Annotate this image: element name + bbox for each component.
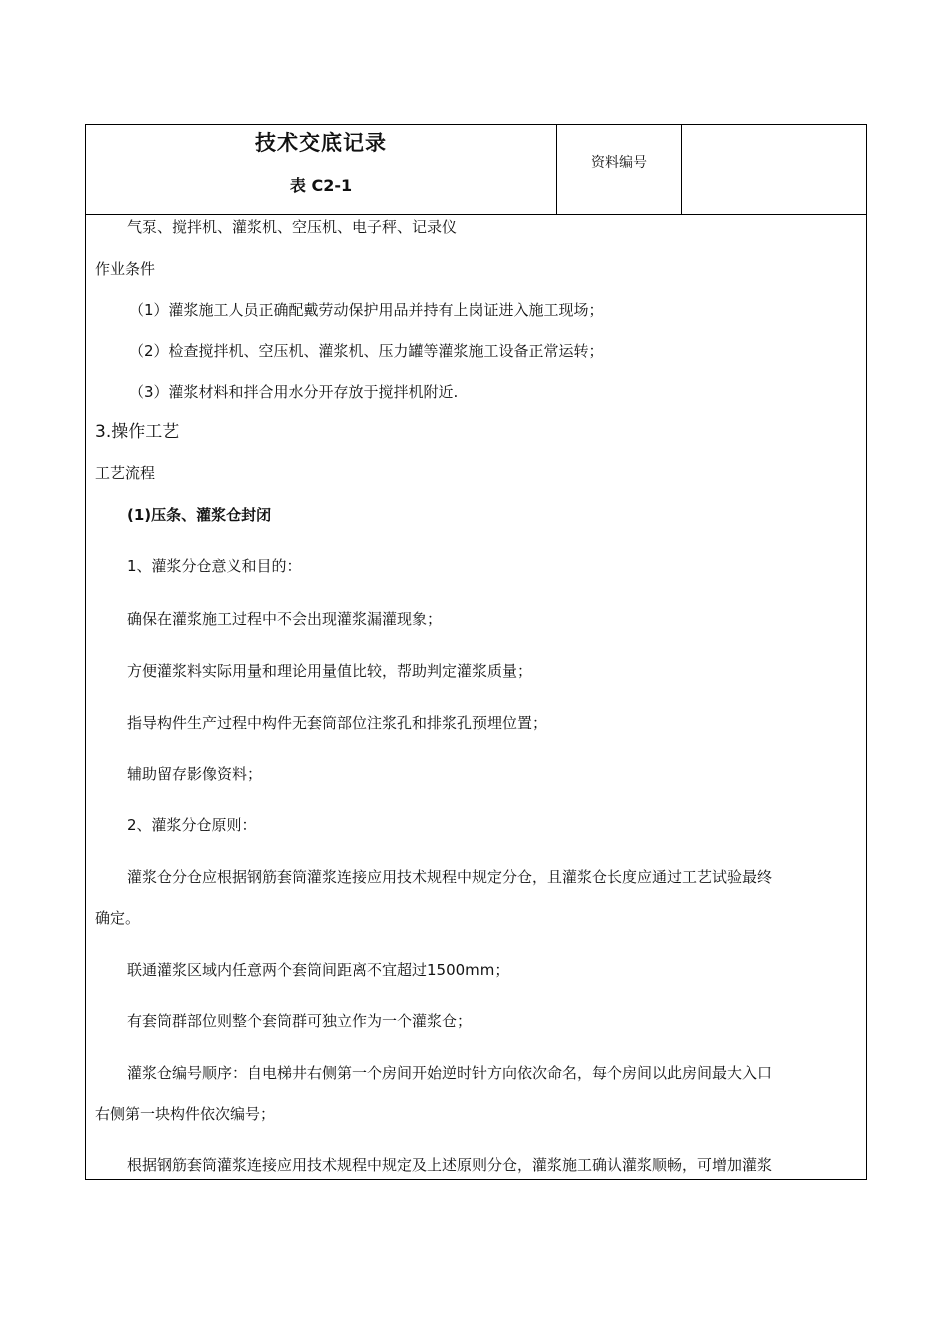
purpose-2: 方便灌浆料实际用量和理论用量值比较，帮助判定灌浆质量； [127, 662, 533, 680]
principle-1-line2: 确定。 [95, 909, 141, 927]
purpose-1: 确保在灌浆施工过程中不会出现灌浆漏灌现象； [127, 610, 443, 628]
work-condition-1: （1）灌浆施工人员正确配戴劳动保护用品并持有上岗证进入施工现场； [129, 301, 604, 319]
principle-5-line1: 根据钢筋套筒灌浆连接应用技术规程中规定及上述原则分仓，灌浆施工确认灌浆顺畅，可增加灌浆 [127, 1156, 773, 1174]
purpose-4: 辅助留存影像资料； [127, 765, 263, 783]
doc-number-label: 资料编号 [591, 155, 647, 171]
purpose-heading: 1、灌浆分仓意义和目的： [127, 557, 302, 575]
principle-2: 联通灌浆区域内任意两个套筒间距离不宜超过1500mm； [127, 961, 510, 979]
form-code: 表 C2-1 [289, 176, 353, 195]
process-heading: 工艺流程 [95, 464, 156, 482]
title-cell [86, 125, 557, 214]
document-title: 技术交底记录 [255, 131, 387, 155]
principle-1-line1: 灌浆仓分仓应根据钢筋套筒灌浆连接应用技术规程中规定分仓，且灌浆仓长度应通过工艺试验最终 [127, 868, 773, 886]
operation-heading: 3.操作工艺 [95, 422, 180, 442]
principle-3: 有套筒群部位则整个套筒群可独立作为一个灌浆仓； [127, 1012, 473, 1030]
equipment-line: 气泵、搅拌机、灌浆机、空压机、电子秤、记录仪 [127, 218, 458, 236]
purpose-3: 指导构件生产过程中构件无套筒部位注浆孔和排浆孔预埋位置； [127, 714, 548, 732]
principle-4-line1: 灌浆仓编号顺序：自电梯井右侧第一个房间开始逆时针方向依次命名，每个房间以此房间最大入口 [127, 1064, 773, 1082]
work-condition-3: （3）灌浆材料和拌合用水分开存放于搅拌机附近. [129, 383, 459, 401]
step1-heading: (1)压条、灌浆仓封闭 [127, 506, 272, 524]
principle-4-line2: 右侧第一块构件依次编号； [95, 1105, 276, 1123]
form-header-row [86, 125, 866, 215]
work-conditions-heading: 作业条件 [95, 260, 156, 278]
technical-disclosure-form [85, 124, 867, 1180]
work-condition-2: （2）检查搅拌机、空压机、灌浆机、压力罐等灌浆施工设备正常运转； [129, 342, 604, 360]
principle-heading: 2、灌浆分仓原则： [127, 816, 257, 834]
doc-number-label-cell [557, 125, 682, 214]
doc-number-value-cell [682, 125, 866, 214]
